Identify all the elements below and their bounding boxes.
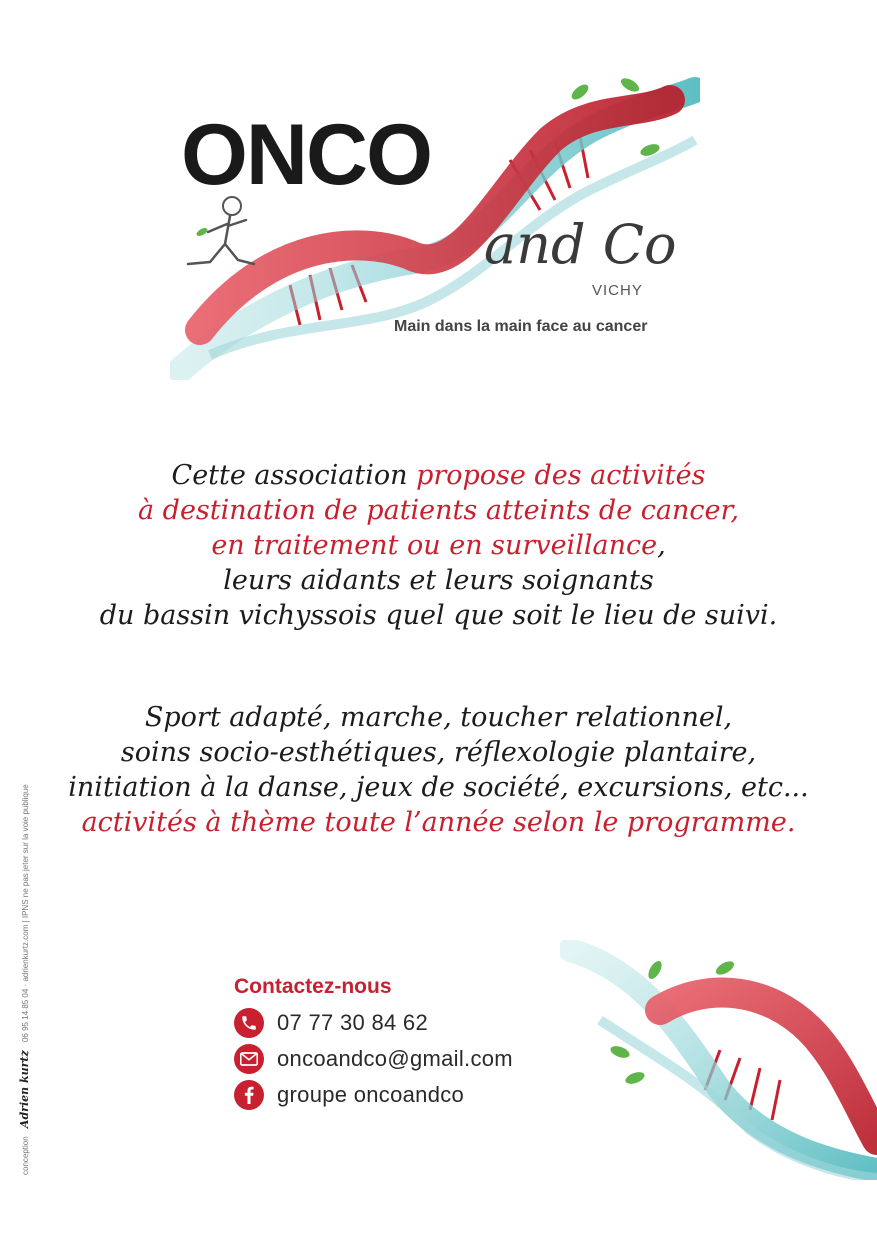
intro-line-1 [0, 458, 877, 493]
intro-paragraph [0, 458, 877, 633]
intro-line-4: leurs aidants et leurs soignants [223, 565, 654, 596]
tagline: Main dans la main face au cancer [394, 318, 648, 335]
phone-icon [234, 1008, 264, 1038]
mail-icon [234, 1044, 264, 1074]
activities-line-4: activités à thème toute l’année selon le programme. [81, 807, 796, 838]
credits-conception: conception [21, 1136, 30, 1175]
runner-illustration [180, 192, 265, 282]
phone-number[interactable]: 07 77 30 84 62 [277, 1010, 429, 1035]
facebook-icon [234, 1080, 264, 1110]
activities-line-3: initiation à la danse, jeux de société, excursions, etc... [68, 772, 809, 803]
intro-line-5: du bassin vichyssois quel que soit le lieu de suivi. [99, 600, 778, 631]
activities-line-2: soins socio-esthétiques, réflexologie plantaire, [120, 737, 757, 768]
contact-email[interactable] [234, 1043, 513, 1075]
intro-line-2: à destination de patients atteints de cancer, [137, 495, 739, 526]
credits-vertical [18, 784, 31, 1175]
contact-facebook[interactable] [234, 1079, 464, 1111]
activities-line-1: Sport adapté, marche, toucher relationnel, [144, 702, 733, 733]
dna-helix-bottom-illustration [560, 940, 877, 1180]
intro-text: Cette association [171, 460, 417, 491]
facebook-group[interactable]: groupe oncoandco [277, 1082, 465, 1107]
designer-signature: Adrien kurtz [18, 1050, 31, 1129]
intro-line-3 [0, 528, 877, 563]
intro-highlight: propose des activités [416, 460, 706, 491]
logo-city: VICHY [592, 282, 643, 299]
intro-text: , [657, 530, 666, 561]
contact-phone[interactable] [234, 1007, 428, 1039]
email-address[interactable]: oncoandco@gmail.com [277, 1046, 513, 1071]
credits-details: 06 95 14 85 04 · adrienkurtz.com | IPNS ne pas jeter sur la voie publique [21, 784, 30, 1043]
logo-suffix: and Co [484, 213, 677, 276]
logo-brand: ONCO [181, 107, 431, 203]
activities-paragraph [0, 700, 877, 840]
contact-title: Contactez-nous [234, 975, 392, 998]
intro-highlight: en traitement ou en surveillance [211, 530, 658, 561]
